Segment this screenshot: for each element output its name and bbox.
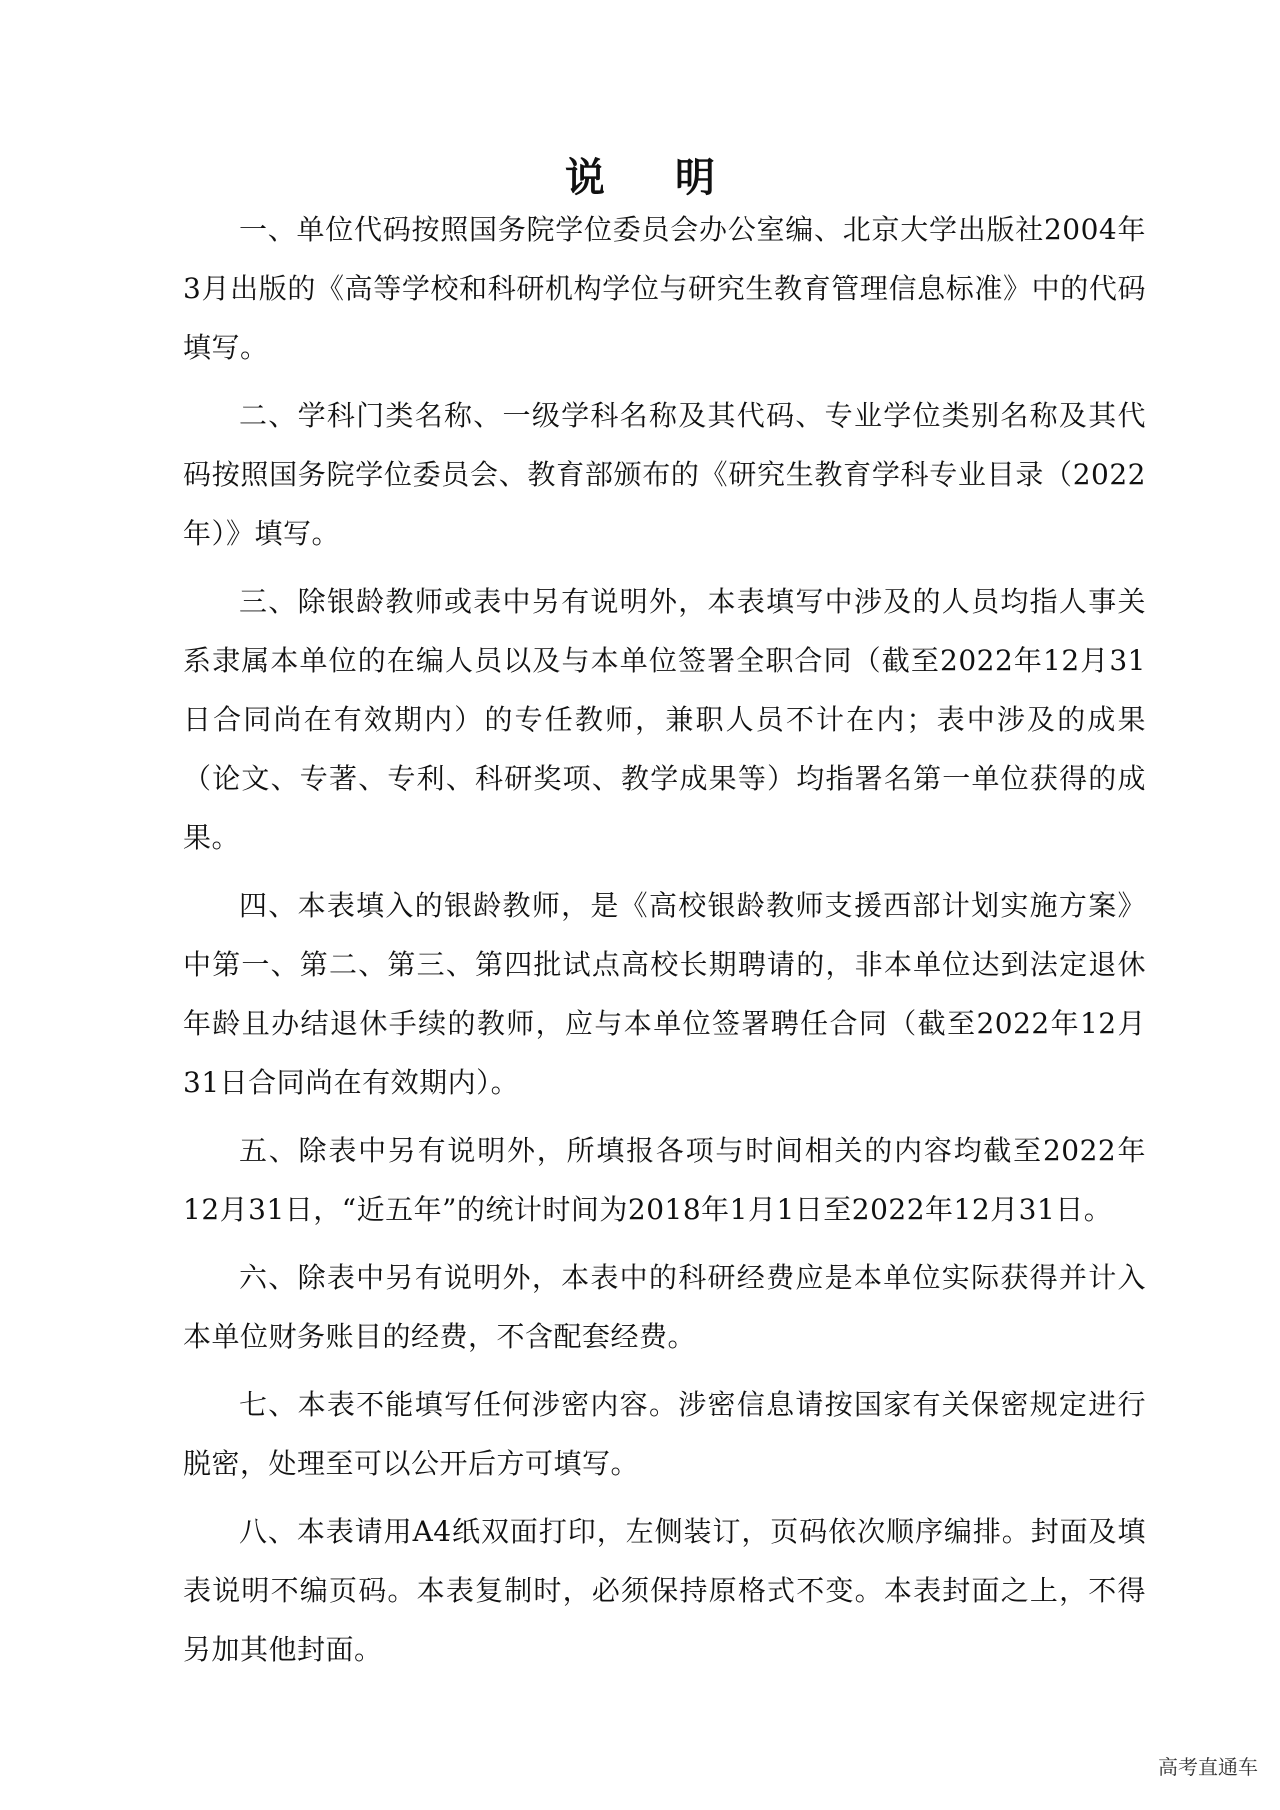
instruction-paragraph-1: 一、单位代码按照国务院学位委员会办公室编、北京大学出版社2004年3月出版的《高等学校和科研机构学位与研究生教育管理信息标准》中的代码填写。	[183, 213, 1146, 364]
page-title: 说 明	[565, 155, 743, 201]
instruction-paragraph-8: 八、本表请用A4纸双面打印，左侧装订，页码依次顺序编排。封面及填表说明不编页码。本表复制时，必须保持原格式不变。本表封面之上，不得另加其他封面。	[183, 1515, 1146, 1666]
instruction-paragraph-7: 七、本表不能填写任何涉密内容。涉密信息请按国家有关保密规定进行脱密，处理至可以公开后方可填写。	[183, 1388, 1146, 1480]
instruction-paragraph-3: 三、除银龄教师或表中另有说明外，本表填写中涉及的人员均指人事关系隶属本单位的在编人员以及与本单位签署全职合同（截至2022年12月31日合同尚在有效期内）的专任教师，兼职人员不计在内；表中涉及的成果（论文、专著、专利、科研奖项、教学成果等）均指署名第一单位获得的成果。	[183, 585, 1146, 854]
instructions-body	[183, 200, 1146, 1688]
instruction-paragraph-2: 二、学科门类名称、一级学科名称及其代码、专业学位类别名称及其代码按照国务院学位委员会、教育部颁布的《研究生教育学科专业目录（2022年）》填写。	[183, 399, 1146, 550]
watermark-text: 高考直通车	[1158, 1755, 1258, 1779]
instruction-paragraph-4: 四、本表填入的银龄教师，是《高校银龄教师支援西部计划实施方案》中第一、第二、第三、第四批试点高校长期聘请的，非本单位达到法定退休年龄且办结退休手续的教师，应与本单位签署聘任合同（截至2022年12月31日合同尚在有效期内）。	[183, 889, 1146, 1099]
instruction-paragraph-6: 六、除表中另有说明外，本表中的科研经费应是本单位实际获得并计入本单位财务账目的经费，不含配套经费。	[183, 1261, 1146, 1353]
instruction-paragraph-5: 五、除表中另有说明外，所填报各项与时间相关的内容均截至2022年12月31日，“近五年”的统计时间为2018年1月1日至2022年12月31日。	[183, 1134, 1146, 1226]
